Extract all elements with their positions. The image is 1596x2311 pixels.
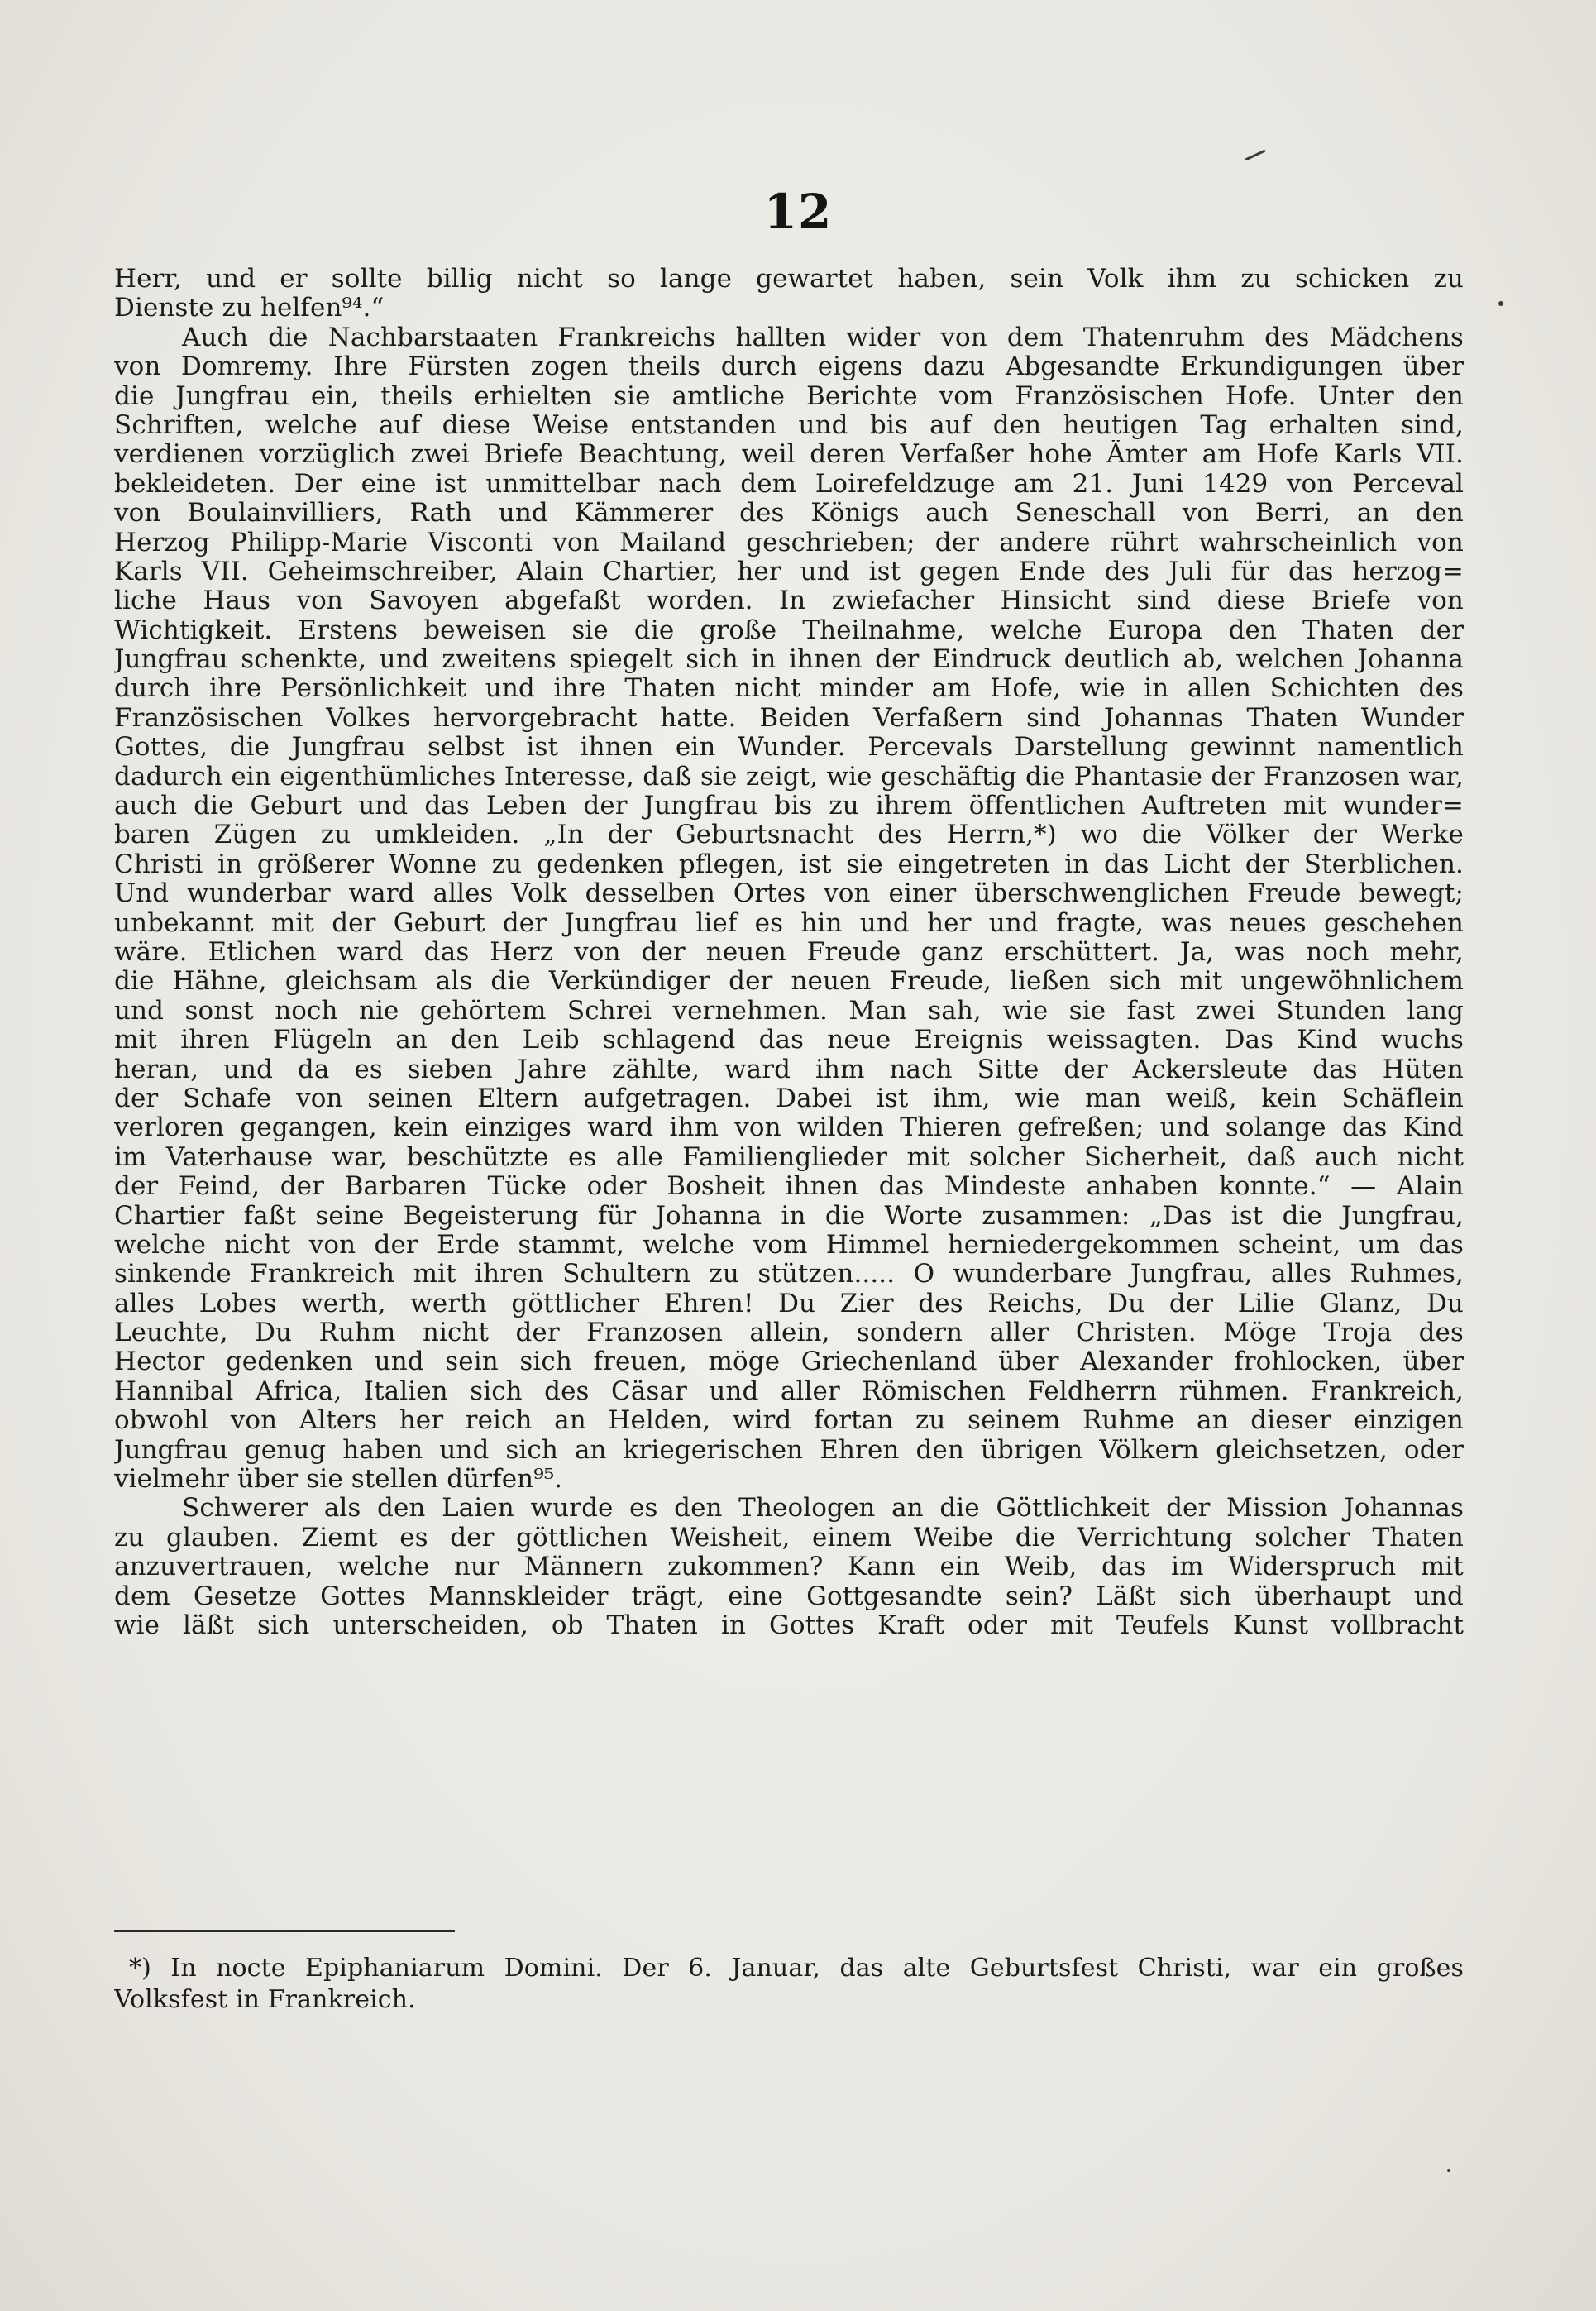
text-line: mit ihren Flügeln an den Leib schlagend das neue Ereignis weissagten. Das Kind wuchs <box>114 1026 1464 1055</box>
text-line: vielmehr über sie stellen dürfen⁹⁵. <box>114 1465 563 1495</box>
text-line: Schriften, welche auf diese Weise entstanden und bis auf den heutigen Tag erhalten sind, <box>114 410 1464 440</box>
footnote-line: Volksfest in Frankreich. <box>114 1985 416 2014</box>
text-line: und sonst noch nie gehörtem Schrei vernehmen. Man sah, wie sie fast zwei Stunden lang <box>114 996 1464 1026</box>
text-line: Und wunderbar ward alles Volk desselben Ortes von einer überschwenglichen Freude bewegt; <box>114 879 1464 909</box>
body-text <box>114 265 1464 1640</box>
text-line: Herr, und er sollte billig nicht so lange gewartet haben, sein Volk ihm zu schicken zu <box>114 265 1464 294</box>
text-line: zu glauben. Ziemt es der göttlichen Weisheit, einem Weibe die Verrichtung solcher Thaten <box>114 1523 1464 1553</box>
text-line: verdienen vorzüglich zwei Briefe Beachtung, weil deren Verfaßer hohe Ämter am Hofe Karls VII. <box>114 440 1464 470</box>
stray-mark <box>1447 2169 1450 2172</box>
footnote-line: *) In nocte Epiphaniarum Domini. Der 6. Januar, das alte Geburtsfest Christi, war ein großes <box>129 1954 1464 1983</box>
text-line: baren Zügen zu umkleiden. „In der Geburtsnacht des Herrn,*) wo die Völker der Werke <box>114 821 1464 850</box>
text-line: sinkende Frankreich mit ihren Schultern zu stützen..... O wunderbare Jungfrau, alles Ruhmes, <box>114 1260 1464 1289</box>
text-line: dem Gesetze Gottes Mannskleider trägt, eine Gottgesandte sein? Läßt sich überhaupt und <box>114 1581 1464 1611</box>
text-line: Auch die Nachbarstaaten Frankreichs hallten wider von dem Thatenruhm des Mädchens <box>182 323 1464 352</box>
text-line: unbekannt mit der Geburt der Jungfrau lief es hin und her und fragte, was neues geschehen <box>114 908 1464 938</box>
text-line: Herzog Philipp-Marie Visconti von Mailand geschrieben; der andere rührt wahrscheinlich von <box>114 528 1464 557</box>
text-line: Französischen Volkes hervorgebracht hatte. Beiden Verfaßern sind Johannas Thaten Wunder <box>114 703 1464 733</box>
text-line: anzuvertrauen, welche nur Männern zukommen? Kann ein Weib, das im Widerspruch mit <box>114 1553 1464 1582</box>
text-line: welche nicht von der Erde stammt, welche vom Himmel herniedergekommen scheint, um das <box>114 1230 1464 1260</box>
text-line: Karls VII. Geheimschreiber, Alain Chartier, her und ist gegen Ende des Juli für das herzog= <box>114 557 1464 586</box>
footnote <box>114 1953 1464 2016</box>
text-line: Christi in größerer Wonne zu gedenken pflegen, ist sie eingetreten in das Licht der Sterblichen. <box>114 849 1464 879</box>
text-line: dadurch ein eigenthümliches Interesse, daß sie zeigt, wie geschäftig die Phantasie der Franzosen war, <box>114 762 1464 792</box>
text-line: Dienste zu helfen⁹⁴.“ <box>114 294 385 323</box>
text-line: liche Haus von Savoyen abgefaßt worden. In zwiefacher Hinsicht sind diese Briefe von <box>114 586 1464 616</box>
text-line: wäre. Etlichen ward das Herz von der neuen Freude ganz erschüttert. Ja, was noch mehr, <box>114 937 1464 967</box>
text-line: verloren gegangen, kein einziges ward ihm von wilden Thieren gefreßen; und solange das Kind <box>114 1113 1464 1143</box>
footnote-divider <box>114 1930 455 1932</box>
text-line: von Domremy. Ihre Fürsten zogen theils durch eigens dazu Abgesandte Erkundigungen über <box>114 352 1464 382</box>
text-line: Gottes, die Jungfrau selbst ist ihnen ein Wunder. Percevals Darstellung gewinnt namentlich <box>114 733 1464 763</box>
text-line: auch die Geburt und das Leben der Jungfrau bis zu ihrem öffentlichen Auftreten mit wunder= <box>114 792 1464 821</box>
text-line: obwohl von Alters her reich an Helden, wird fortan zu seinem Ruhme an dieser einzigen <box>114 1406 1464 1436</box>
stray-mark <box>1498 301 1503 306</box>
text-line: alles Lobes werth, werth göttlicher Ehren! Du Zier des Reichs, Du der Lilie Glanz, Du <box>114 1289 1464 1318</box>
text-line: heran, und da es sieben Jahre zählte, ward ihm nach Sitte der Ackersleute das Hüten <box>114 1055 1464 1084</box>
text-line: Jungfrau schenkte, und zweitens spiegelt sich in ihnen der Eindruck deutlich ab, welchen Johanna <box>114 645 1464 675</box>
text-line: Jungfrau genug haben und sich an kriegerischen Ehren den übrigen Völkern gleichsetzen, oder <box>114 1435 1464 1465</box>
text-line: die Hähne, gleichsam als die Verkündiger der neuen Freude, ließen sich mit ungewöhnlichem <box>114 967 1464 997</box>
text-line: der Feind, der Barbaren Tücke oder Bosheit ihnen das Mindeste anhaben konnte.“ — Alain <box>114 1172 1464 1202</box>
text-line: Hannibal Africa, Italien sich des Cäsar und aller Römischen Feldherrn rühmen. Frankreich, <box>114 1376 1464 1406</box>
text-line: Chartier faßt seine Begeisterung für Johanna in die Worte zusammen: „Das ist die Jungfrau, <box>114 1201 1464 1231</box>
text-line: Schwerer als den Laien wurde es den Theologen an die Göttlichkeit der Mission Johannas <box>182 1494 1464 1524</box>
text-line: Leuchte, Du Ruhm nicht der Franzosen allein, sondern aller Christen. Möge Troja des <box>114 1318 1464 1348</box>
text-line: bekleideten. Der eine ist unmittelbar nach dem Loirefeldzuge am 21. Juni 1429 von Perceval <box>114 469 1464 499</box>
text-line: wie läßt sich unterscheiden, ob Thaten in Gottes Kraft oder mit Teufels Kunst vollbracht <box>114 1610 1464 1640</box>
text-line: durch ihre Persönlichkeit und ihre Thaten nicht minder am Hofe, wie in allen Schichten des <box>114 674 1464 704</box>
stray-mark <box>1245 150 1266 161</box>
text-line: Wichtigkeit. Erstens beweisen sie die große Theilnahme, welche Europa den Thaten der <box>114 615 1464 645</box>
text-line: der Schafe von seinen Eltern aufgetragen. Dabei ist ihm, wie man weiß, kein Schäflein <box>114 1084 1464 1113</box>
text-line: Hector gedenken und sein sich freuen, möge Griechenland über Alexander frohlocken, über <box>114 1347 1464 1377</box>
page-number: 12 <box>763 184 833 240</box>
text-line: die Jungfrau ein, theils erhielten sie amtliche Berichte vom Französischen Hofe. Unter den <box>114 381 1464 411</box>
text-line: im Vaterhause war, beschützte es alle Familienglieder mit solcher Sicherheit, daß auch nicht <box>114 1142 1464 1172</box>
text-line: von Boulainvilliers, Rath und Kämmerer des Königs auch Seneschall von Berri, an den <box>114 499 1464 529</box>
